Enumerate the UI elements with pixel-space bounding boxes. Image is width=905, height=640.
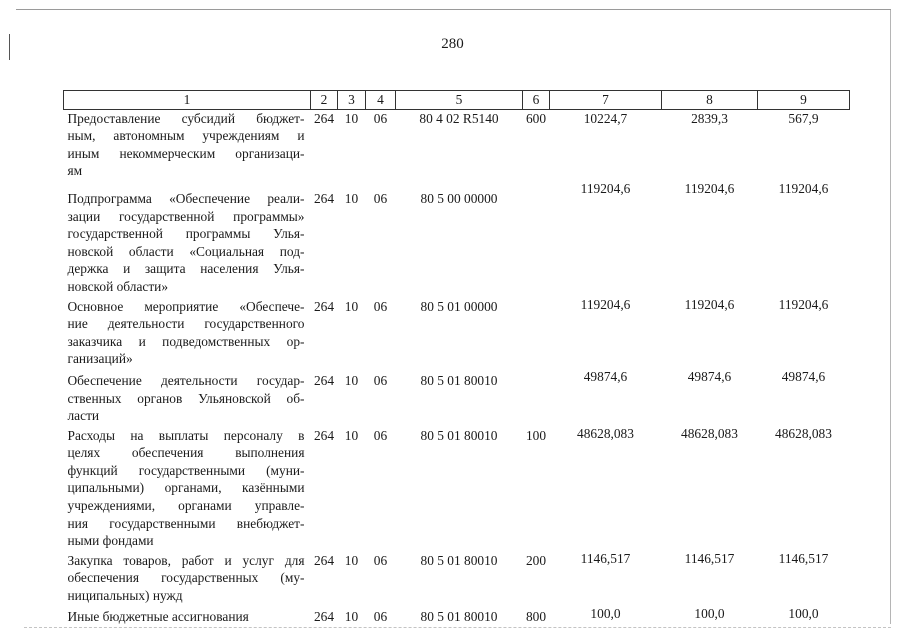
description-line: ципальными) органами, казёнными: [67, 480, 305, 496]
cell-amount-year2: 49874,6: [687, 368, 732, 384]
description-line: иным некоммерческим организаци-: [67, 145, 305, 161]
description-line: ласти: [67, 408, 100, 424]
description-line: функций государственными (муни-: [67, 462, 305, 478]
header-cell-5: 5: [396, 91, 523, 110]
cell-admin-code: 264: [313, 110, 335, 126]
description-line: ными фондами: [67, 533, 154, 549]
header-cell-8: 8: [662, 91, 758, 110]
description-line: учреждениями, органами управле-: [67, 498, 305, 514]
row-description: [64, 605, 311, 626]
cell-expense-type: [523, 180, 550, 296]
description-line: зации государственной программы»: [67, 208, 305, 224]
cell-subsection: 06: [373, 190, 388, 206]
cell-admin-code: 264: [313, 427, 335, 443]
cell-target-code: 80 5 00 00000: [420, 190, 498, 206]
header-cell-7: 7: [550, 91, 662, 110]
cell-amount-year3: 119204,6: [778, 180, 829, 196]
header-cell-9: 9: [758, 91, 850, 110]
table-row: [64, 109, 850, 180]
cell-subsection: 06: [373, 427, 388, 443]
cell-amount-year1: 119204,6: [580, 296, 631, 312]
cell-amount-year1: 100,0: [590, 605, 621, 621]
description-line: новской области»: [67, 278, 169, 294]
cell-target-code: 80 5 01 80010: [420, 552, 498, 568]
description-line: Основное мероприятие «Обеспече-: [67, 298, 305, 314]
cell-section: 10: [344, 190, 359, 206]
description-line: Обеспечение деятельности государ-: [67, 372, 305, 388]
table-row: [64, 368, 850, 425]
cell-amount-year3: 567,9: [788, 110, 819, 126]
row-description: [64, 368, 311, 425]
cell-amount-year3: 119204,6: [778, 296, 829, 312]
description-line: государственной программы Улья-: [67, 226, 305, 242]
page-edge-bottom: [24, 627, 891, 628]
table-row: [64, 180, 850, 296]
cell-section: 10: [344, 298, 359, 314]
description-line: ниципальных) нужд: [67, 588, 183, 604]
cell-subsection: 06: [373, 298, 388, 314]
header-cell-2: 2: [311, 91, 338, 110]
cell-section: 10: [344, 552, 359, 568]
page-number: 280: [441, 36, 464, 52]
cell-amount-year1: 10224,7: [583, 110, 628, 126]
description-line: обеспечения государственных (му-: [67, 570, 305, 586]
cell-expense-type: [523, 296, 550, 368]
table-body: [64, 109, 850, 625]
header-cell-6: 6: [523, 91, 550, 110]
description-line: ям: [67, 163, 83, 179]
description-line: новской области «Социальная под-: [67, 243, 305, 259]
table-row: [64, 550, 850, 605]
description-line: ния государственными внебюджет-: [67, 515, 305, 531]
cell-amount-year1: 49874,6: [583, 368, 628, 384]
cell-expense-type: 600: [525, 110, 547, 126]
cell-amount-year2: 119204,6: [684, 296, 735, 312]
header-row: [64, 91, 850, 110]
cell-admin-code: 264: [313, 552, 335, 568]
cell-section: 10: [344, 427, 359, 443]
cell-section: 10: [344, 110, 359, 126]
row-description: [64, 109, 311, 180]
cell-amount-year2: 119204,6: [684, 180, 735, 196]
cell-expense-type: 800: [525, 608, 547, 624]
page-edge-top: [16, 9, 891, 10]
budget-table: [63, 90, 850, 625]
cell-subsection: 06: [373, 552, 388, 568]
header-cell-1: 1: [64, 91, 311, 110]
cell-target-code: 80 5 01 00000: [420, 298, 498, 314]
cell-admin-code: 264: [313, 372, 335, 388]
description-line: Предоставление субсидий бюджет-: [67, 110, 305, 126]
cell-amount-year2: 2839,3: [691, 110, 728, 126]
cell-admin-code: 264: [313, 298, 335, 314]
description-line: держка и защита населения Улья-: [67, 261, 305, 277]
description-line: ственных органов Ульяновской об-: [67, 390, 305, 406]
cell-section: 10: [344, 372, 359, 388]
row-description: [64, 425, 311, 550]
cell-expense-type: [523, 368, 550, 425]
cell-amount-year3: 1146,517: [778, 550, 829, 566]
description-line: ние деятельности государственного: [67, 316, 305, 332]
description-line: Подпрограмма «Обеспечение реали-: [67, 190, 305, 206]
cell-amount-year2: 100,0: [694, 605, 725, 621]
row-description: [64, 550, 311, 605]
table-row: [64, 296, 850, 368]
cell-subsection: 06: [373, 372, 388, 388]
cell-admin-code: 264: [313, 190, 335, 206]
description-line: Иные бюджетные ассигнования: [67, 608, 249, 624]
row-description: [64, 180, 311, 296]
cell-target-code: 80 4 02 R5140: [419, 110, 499, 126]
description-line: Расходы на выплаты персоналу в: [67, 427, 305, 443]
cell-expense-type: 100: [525, 427, 547, 443]
cell-subsection: 06: [373, 608, 388, 624]
header-cell-3: 3: [338, 91, 366, 110]
cell-admin-code: 264: [313, 608, 335, 624]
cell-target-code: 80 5 01 80010: [420, 608, 498, 624]
cell-amount-year1: 1146,517: [580, 550, 631, 566]
cell-subsection: 06: [373, 110, 388, 126]
cell-amount-year1: 48628,083: [577, 425, 634, 441]
description-line: ным, автономным учреждениям и: [67, 128, 305, 144]
row-description: [64, 296, 311, 368]
table-row: [64, 425, 850, 550]
page-edge-right: [890, 10, 891, 624]
description-line: целях обеспечения выполнения: [67, 445, 305, 461]
description-line: ганизаций»: [67, 351, 133, 367]
description-line: Закупка товаров, работ и услуг для: [67, 552, 305, 568]
cell-target-code: 80 5 01 80010: [420, 372, 498, 388]
cell-amount-year3: 49874,6: [781, 368, 826, 384]
table-row: [64, 605, 850, 626]
cell-amount-year3: 100,0: [788, 605, 819, 621]
cell-amount-year2: 1146,517: [684, 550, 735, 566]
cell-amount-year2: 48628,083: [681, 425, 738, 441]
cell-amount-year1: 119204,6: [580, 180, 631, 196]
header-cell-4: 4: [366, 91, 396, 110]
cell-target-code: 80 5 01 80010: [420, 427, 498, 443]
cell-section: 10: [344, 608, 359, 624]
description-line: заказчика и подведомственных ор-: [67, 333, 305, 349]
cell-amount-year3: 48628,083: [775, 425, 832, 441]
cell-expense-type: 200: [525, 552, 547, 568]
